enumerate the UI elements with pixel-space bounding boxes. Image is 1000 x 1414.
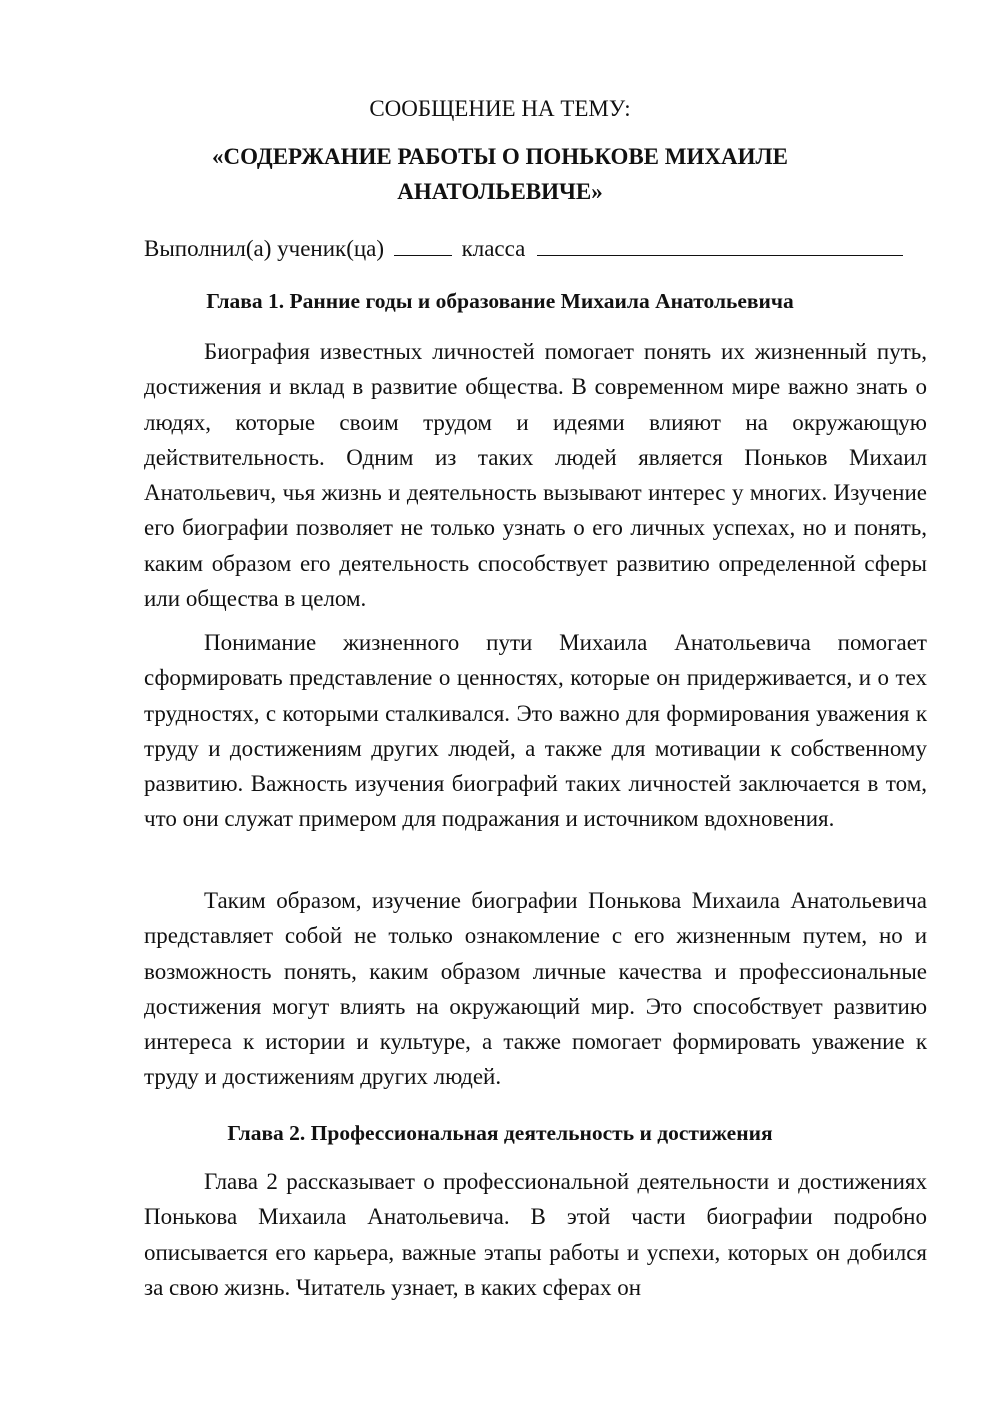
chapter-2-paragraph-1: Глава 2 рассказывает о профессиональной деятельности и достижениях Понькова Михаила Анатольевича. В этой части биографии подробно описывается его карьера, важные этапы работы и успехи, которых он добился за свою жизнь. Читатель узнает, в каких сферах он (144, 1169, 927, 1300)
document-title-line-3: АНАТОЛЬЕВИЧЕ» (397, 179, 603, 204)
chapter-1-heading: Глава 1. Ранние годы и образование Михаила Анатольевича (206, 289, 794, 313)
chapter-1-paragraph-1: Биография известных личностей помогает понять их жизненный путь, достижения и вклад в развитие общества. В современном мире важно знать о людях, которые своим трудом и идеями влияют на окружающую действительность. Одним из таких людей является Поньков Михаил Анатольевич, чья жизнь и деятельность вызывают интерес у многих. Изучение его биографии позволяет не только узнать о его личных успехах, но и понять, каким образом его деятельность способствует развитию определенной сферы или общества в целом. (144, 339, 927, 612)
chapter-1-paragraph-3: Таким образом, изучение биографии Понькова Михаила Анатольевича представляет собой не только ознакомление с его жизненным путем, но и возможность понять, каким образом личные качества и профессиональные достижения могут влиять на окружающий мир. Это способствует развитию интереса к истории и культуре, а также помогает формировать уважение к труду и достижениям других людей. (144, 888, 927, 1090)
chapter-2-heading: Глава 2. Профессиональная деятельность и достижения (227, 1121, 773, 1145)
student-name-blank[interactable] (537, 233, 903, 256)
document-title-line-1: СООБЩЕНИЕ НА ТЕМУ: (369, 96, 631, 121)
chapter-1-paragraph-2: Понимание жизненного пути Михаила Анатольевича помогает сформировать представление о ценностях, которые он придерживается, и о тех трудностях, с которыми сталкивался. Это важно для формирования уважения к труду и достижениям других людей, а также для мотивации к собственному развитию. Важность изучения биографий таких личностей заключается в том, что они служат примером для подражания и источником вдохновения. (144, 630, 927, 832)
document-title-line-2: «СОДЕРЖАНИЕ РАБОТЫ О ПОНЬКОВЕ МИХАИЛЕ (212, 144, 788, 169)
class-label: класса (461, 236, 526, 261)
class-number-blank[interactable] (394, 233, 452, 256)
performed-by-label: Выполнил(а) ученик(ца) (144, 236, 385, 261)
byline (144, 233, 903, 262)
